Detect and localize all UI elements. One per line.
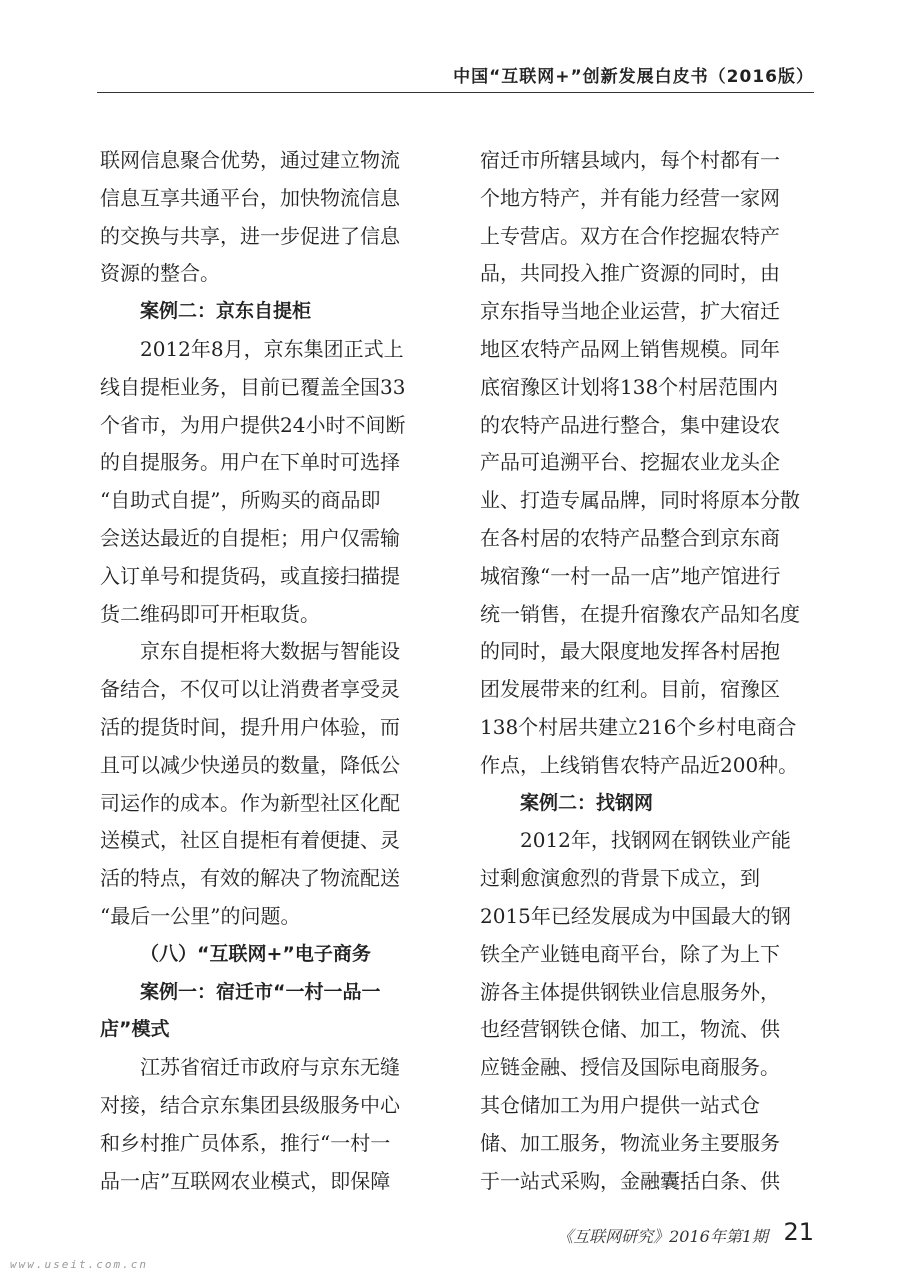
right-column-heading-line: 案例二：找钢网 [520, 791, 654, 814]
left-column-heading-line: （八）“互联网+”电子商务 [140, 942, 371, 965]
page-number: 21 [783, 1218, 814, 1246]
right-column-text-line: 个地方特产，并有能力经营一家网 [480, 185, 780, 210]
right-column-text-line: 2012年，找钢网在钢铁业产能 [520, 828, 791, 853]
left-column-text-line: 江苏省宿迁市政府与京东无缝 [140, 1055, 400, 1080]
right-column-text-line: 城宿豫“一村一品一店”地产馆进行 [480, 563, 781, 588]
right-column-text-line: 应链金融、授信及国际电商服务。 [480, 1055, 780, 1080]
left-column-text-line: 备结合，不仅可以让消费者享受灵 [100, 677, 400, 702]
right-column-text-line: 在各村居的农特产品整合到京东商 [480, 525, 780, 550]
left-column-text-line: 对接，结合京东集团县级服务中心 [100, 1092, 400, 1117]
right-column-text-line: 于一站式采购，金融囊括白条、供 [480, 1168, 780, 1193]
right-column-text-line: 的同时，最大限度地发挥各村居抱 [480, 639, 780, 664]
right-column-text-line: 上专营店。双方在合作挖掘农特产 [480, 223, 780, 248]
left-column-text-line: 货二维码即可开柜取货。 [100, 601, 320, 626]
left-column-text-line: 2012年8月，京东集团正式上 [140, 336, 404, 361]
left-column-text-line: 入订单号和提货码，或直接扫描提 [100, 563, 400, 588]
left-column-text-line: “最后一公里”的问题。 [100, 903, 301, 928]
left-column-text-line: 京东自提柜将大数据与智能设 [140, 639, 400, 664]
left-column-text-line: 信息互享共通平台，加快物流信息 [100, 185, 400, 210]
right-column-text-line: 138个村居共建立216个乡村电商合 [480, 714, 797, 739]
right-column-text-line: 地区农特产品网上销售规模。同年 [480, 336, 780, 361]
left-column-text-line: 司运作的成本。作为新型社区化配 [100, 790, 400, 815]
footer-journal-name: 《互联网研究》2016年第1期 [557, 1227, 768, 1246]
left-column-text-line: “自助式自提”，所购买的商品即 [100, 488, 381, 513]
left-column-heading-line: 案例二：京东自提柜 [140, 300, 312, 323]
right-column-text-line: 宿迁市所辖县域内，每个村都有一 [480, 148, 780, 172]
right-column-text-line: 团发展带来的红利。目前，宿豫区 [480, 677, 780, 702]
right-column-text-line: 也经营钢铁仓储、加工，物流、供 [480, 1017, 780, 1042]
left-column-heading-line: 案例一：宿迁市“一村一品一 [140, 980, 381, 1003]
left-column-text-line: 且可以减少快递员的数量，降低公 [100, 752, 400, 777]
running-header-title: 中国“互联网+”创新发展白皮书（2016版） [453, 67, 814, 87]
left-column-text-line: 活的提货时间，提升用户体验，而 [100, 714, 400, 739]
right-column-text-line: 产品可追溯平台、挖掘农业龙头企 [480, 450, 780, 475]
left-column-text-line: 资源的整合。 [100, 261, 220, 286]
left-column-text-line: 的交换与共享，进一步促进了信息 [100, 223, 400, 248]
left-column-text-line: 送模式，社区自提柜有着便捷、灵 [100, 828, 400, 853]
right-column-text-line: 其仓储加工为用户提供一站式仓 [480, 1092, 760, 1117]
left-column-text-line: 和乡村推广员体系，推行“一村一 [100, 1130, 391, 1155]
right-column-text-line: 统一销售，在提升宿豫农产品知名度 [480, 601, 800, 626]
right-column-text-line: 作点，上线销售农特产品近200种。 [480, 752, 799, 777]
left-column-text-line: 会送达最近的自提柜；用户仅需输 [100, 525, 400, 550]
header-divider [97, 92, 814, 93]
right-column-text-line: 业、打造专属品牌，同时将原本分散 [480, 488, 800, 513]
left-column-heading-line: 店”模式 [100, 1018, 170, 1041]
right-column-text-line: 底宿豫区计划将138个村居范围内 [480, 374, 779, 399]
site-watermark: www.useit.com.cn [10, 1258, 148, 1271]
left-column-text-line: 个省市，为用户提供24小时不间断 [100, 412, 406, 437]
right-text-column [480, 142, 816, 1200]
right-column-text-line: 京东指导当地企业运营，扩大宿迁 [480, 299, 780, 324]
right-column-text-line: 储、加工服务，物流业务主要服务 [480, 1130, 780, 1155]
right-column-text-line: 2015年已经发展成为中国最大的钢 [480, 903, 791, 928]
left-column-text-line: 线自提柜业务，目前已覆盖全国33 [100, 374, 406, 399]
left-text-column [100, 142, 436, 1200]
right-column-text-line: 品，共同投入推广资源的同时，由 [480, 261, 780, 286]
right-column-text-line: 铁全产业链电商平台，除了为上下 [480, 941, 780, 966]
left-column-text-line: 品一店”互联网农业模式，即保障 [100, 1168, 391, 1193]
right-column-text-line: 的农特产品进行整合，集中建设农 [480, 412, 780, 437]
left-column-text-line: 活的特点，有效的解决了物流配送 [100, 866, 400, 891]
right-column-text-line: 游各主体提供钢铁业信息服务外， [480, 979, 780, 1004]
right-column-text-line: 过剩愈演愈烈的背景下成立，到 [480, 866, 760, 891]
left-column-text-line: 联网信息聚合优势，通过建立物流 [100, 148, 400, 172]
left-column-text-line: 的自提服务。用户在下单时可选择 [100, 450, 400, 475]
